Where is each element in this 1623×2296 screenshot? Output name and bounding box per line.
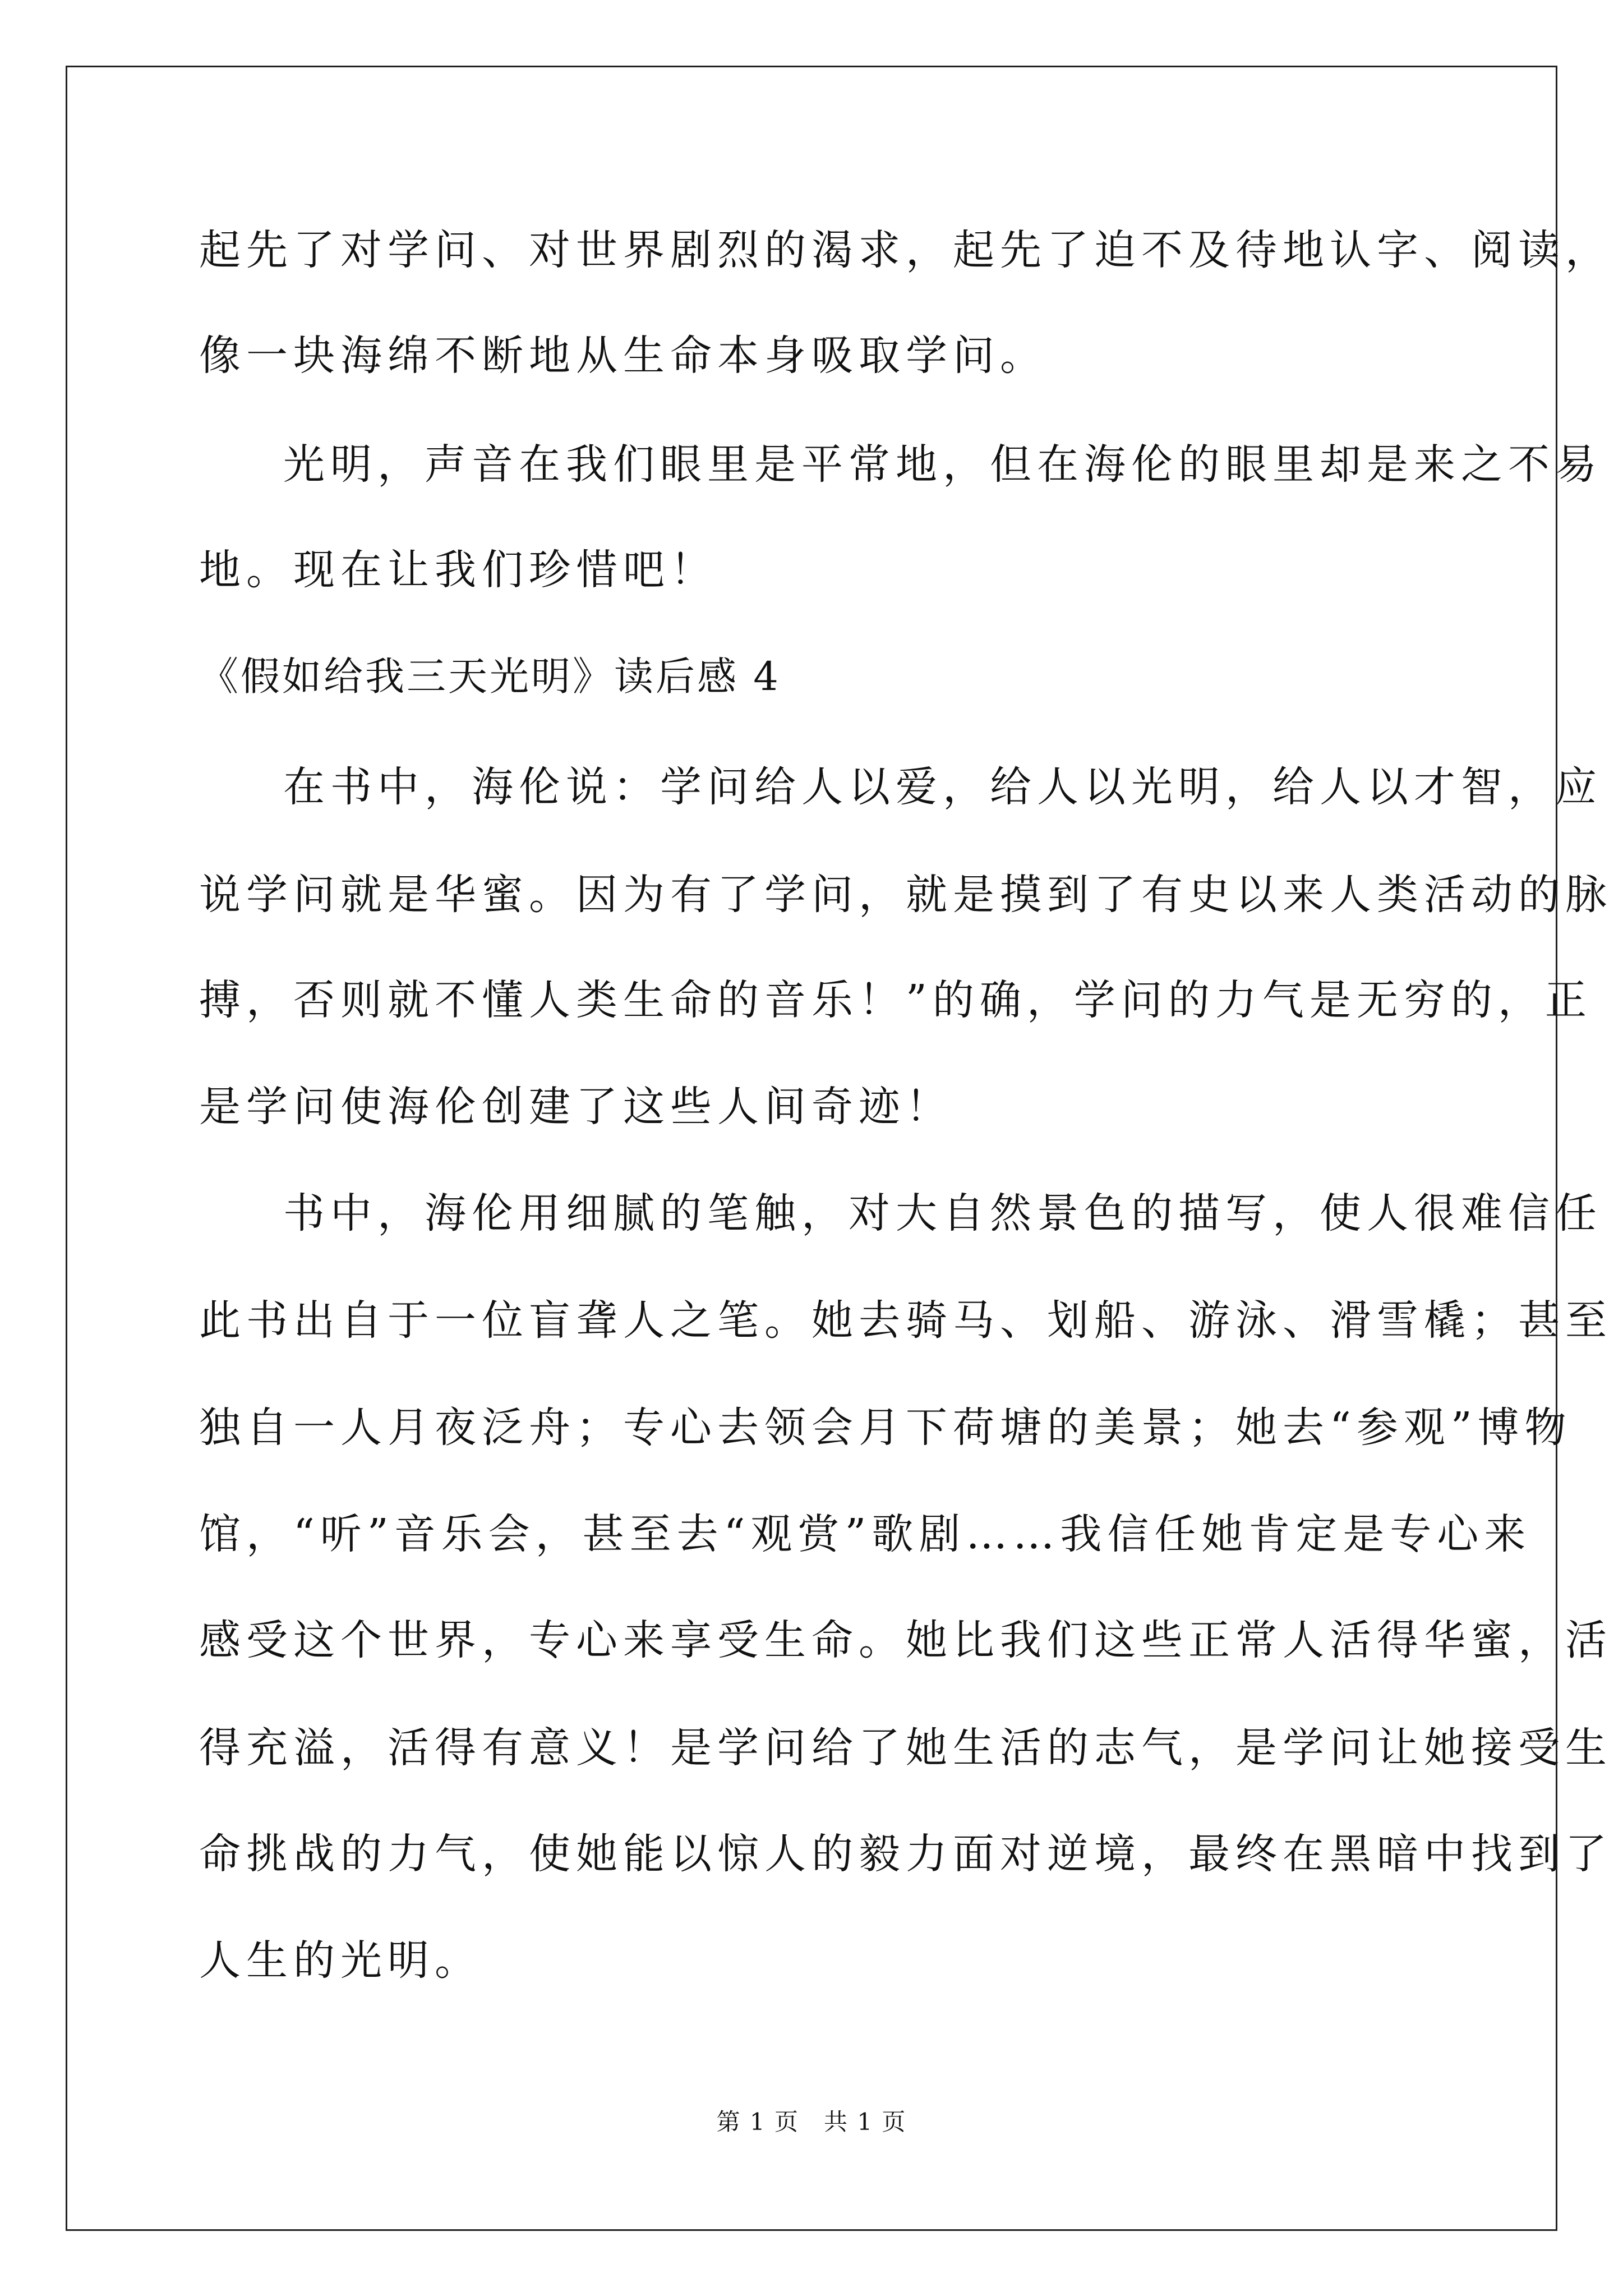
paragraph-line: 此书出自于一位盲聋人之笔。她去骑马、划船、游泳、滑雪橇；甚至 — [199, 1296, 1612, 1345]
paragraph-line: 馆，“听”音乐会，甚至去“观赏”歌剧……我信任她肯定是专心来 — [199, 1510, 1532, 1558]
paragraph-line: 是学问使海伦创建了这些人间奇迹！ — [199, 1083, 953, 1131]
paragraph-line: 书中，海伦用细腻的笔触，对大自然景色的描写，使人很难信任 — [283, 1189, 1602, 1237]
paragraph-line: 光明，声音在我们眼里是平常地，但在海伦的眼里却是来之不易 — [283, 440, 1602, 489]
page-footer: 第 1 页 共 1 页 — [716, 2108, 907, 2136]
paragraph-line: 得充溢，活得有意义！是学问给了她生活的志气，是学问让她接受生 — [199, 1724, 1612, 1772]
paragraph-line: 在书中，海伦说：学问给人以爱，给人以光明，给人以才智，应 — [283, 763, 1602, 811]
paragraph-line: 说学问就是华蜜。因为有了学问，就是摸到了有史以来人类活动的脉 — [199, 871, 1612, 919]
paragraph-line: 命挑战的力气，使她能以惊人的毅力面对逆境，最终在黑暗中找到了 — [199, 1830, 1612, 1878]
paragraph-line: 起先了对学问、对世界剧烈的渴求，起先了迫不及待地认字、阅读， — [199, 226, 1612, 274]
section-title: 《假如给我三天光明》读后感 4 — [199, 654, 781, 700]
paragraph-line: 地。现在让我们珍惜吧！ — [199, 546, 717, 594]
paragraph-line: 感受这个世界，专心来享受生命。她比我们这些正常人活得华蜜，活 — [199, 1616, 1612, 1664]
paragraph-line: 人生的光明。 — [199, 1936, 482, 1985]
paragraph-line: 搏，否则就不懂人类生命的音乐！”的确，学问的力气是无穷的，正 — [199, 976, 1592, 1024]
page-border — [66, 66, 1557, 2231]
paragraph-line: 像一块海绵不断地从生命本身吸取学问。 — [199, 332, 1047, 380]
paragraph-line: 独自一人月夜泛舟；专心去领会月下荷塘的美景；她去“参观”博物 — [199, 1404, 1572, 1452]
